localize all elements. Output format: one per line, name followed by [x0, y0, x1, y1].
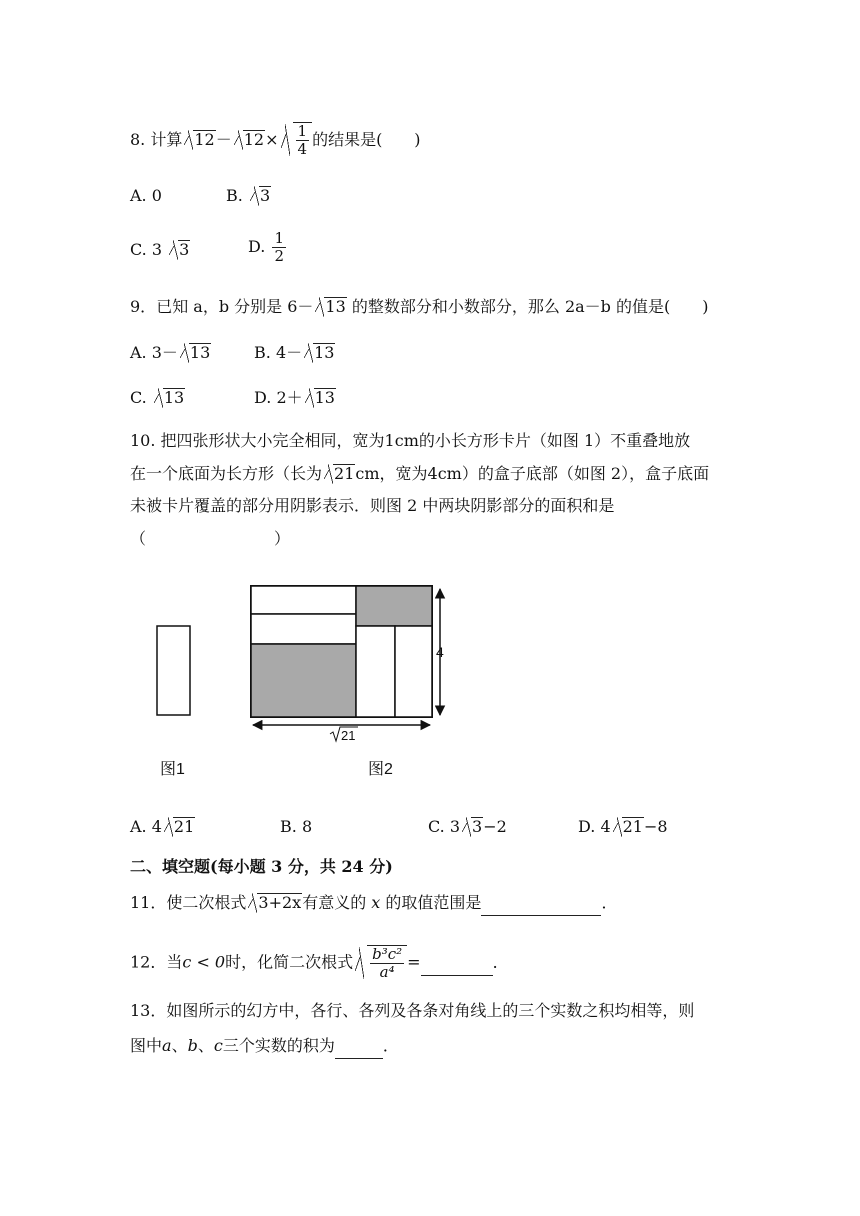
minus-sign: －	[215, 130, 232, 149]
sqrt-21: 21	[324, 462, 355, 486]
q9-option-a[interactable]: A. 3－ 13	[130, 343, 211, 362]
q13-line-1: 13．如图所示的幻方中，各行、各列及各条对角线上的三个实数之积均相等，则	[130, 1001, 695, 1020]
q10-figures	[0, 575, 860, 795]
fig2-card-top-2	[251, 614, 356, 644]
times-sign: ×	[265, 130, 279, 149]
q9-option-d[interactable]: D. 2＋ 13	[254, 386, 336, 410]
q10-options	[130, 815, 668, 839]
q8-option-c[interactable]: C. 3 3	[130, 240, 190, 259]
sqrt-3-plus-2x: 3+2x	[248, 891, 302, 915]
q13-answer-blank[interactable]	[335, 1034, 383, 1059]
sqrt-fraction: $\frac{\text{b³c²}}{\text{a⁴}}$	[355, 945, 407, 981]
fig2-shade-small	[356, 586, 432, 626]
q10-option-c[interactable]: C. 3 3−2	[428, 815, 507, 839]
q9-text-a: 已知 a，b 分别是 6－	[156, 297, 314, 316]
q11-answer-blank[interactable]	[481, 891, 601, 916]
fig2-width-label	[330, 727, 358, 743]
q8-suffix: 的结果是( )	[312, 130, 421, 149]
q9-stem	[130, 295, 709, 319]
sqrt-13: 13	[315, 295, 346, 319]
q10-line-2: 在一个底面为长方形（长为 21cm，宽为4cm）的盒子底部（如图 2），盒子底面	[130, 462, 709, 486]
q12-stem: 12．当c < 0时，化简二次根式 $\frac{\text{b³c²}}{\text{a⁴}}$ = ．	[130, 945, 509, 981]
q8-option-d[interactable]: D. $\frac{1}{2}$	[248, 229, 284, 265]
q12-answer-blank[interactable]	[421, 951, 493, 976]
q10-option-b[interactable]: B. 8	[280, 817, 313, 836]
q10-option-d[interactable]: D. 4 21−8	[578, 815, 668, 839]
q13-line-2: 图中a、b、c三个实数的积为 ．	[130, 1034, 399, 1059]
fig1-label: 图1	[160, 761, 185, 778]
q10-option-a[interactable]: A. 4 21	[130, 817, 195, 836]
q9-options-ab	[130, 341, 335, 365]
q10-line-1: 10. 把四张形状大小完全相同，宽为1cm的小长方形卡片（如图 1）不重叠地放	[130, 431, 691, 450]
q9-number: 9．	[130, 297, 157, 316]
q8-prefix: 计算	[150, 130, 183, 149]
svg-text:21: 21	[341, 728, 356, 743]
q8-option-a[interactable]: A. 0	[130, 186, 162, 205]
fig1-card	[157, 626, 190, 715]
fig2-label: 图2	[368, 761, 393, 778]
q8-options-cd	[130, 229, 284, 265]
q9-options-cd	[130, 386, 335, 410]
q8-options-ab	[130, 184, 271, 208]
q8-number: 8.	[130, 130, 146, 149]
section-title: 二、填空题(每小题 3 分，共 24 分)	[130, 857, 393, 876]
q11-stem: 11．使二次根式 3+2x有意义的 x 的取值范围是 ．	[130, 891, 617, 916]
q10-number: 10.	[130, 431, 156, 450]
fig2-box	[251, 586, 432, 717]
q9-option-b[interactable]: B. 4－ 13	[254, 341, 335, 365]
q8-stem	[130, 122, 421, 158]
q9-option-c[interactable]: C. 13	[130, 388, 185, 407]
sqrt-12-b: 12	[234, 128, 265, 152]
fig2-card-right-1	[356, 626, 395, 717]
q10-line-4: （ ）	[130, 529, 291, 548]
fig2-card-top-1	[251, 586, 356, 614]
fig2-card-right-2	[395, 626, 432, 717]
fig2-shade-large	[251, 644, 356, 717]
q10-line-3: 未被卡片覆盖的部分用阴影表示．则图 2 中两块阴影部分的面积和是	[130, 496, 615, 515]
q8-option-b[interactable]: B. 3	[226, 184, 271, 208]
sqrt-12-a: 12	[184, 128, 215, 152]
sqrt-quarter: $\frac{1}{4}$	[281, 122, 313, 158]
fig2-height-label: 4	[436, 644, 444, 660]
q9-text-b: 的整数部分和小数部分，那么 2a－b 的值是( )	[346, 297, 709, 316]
